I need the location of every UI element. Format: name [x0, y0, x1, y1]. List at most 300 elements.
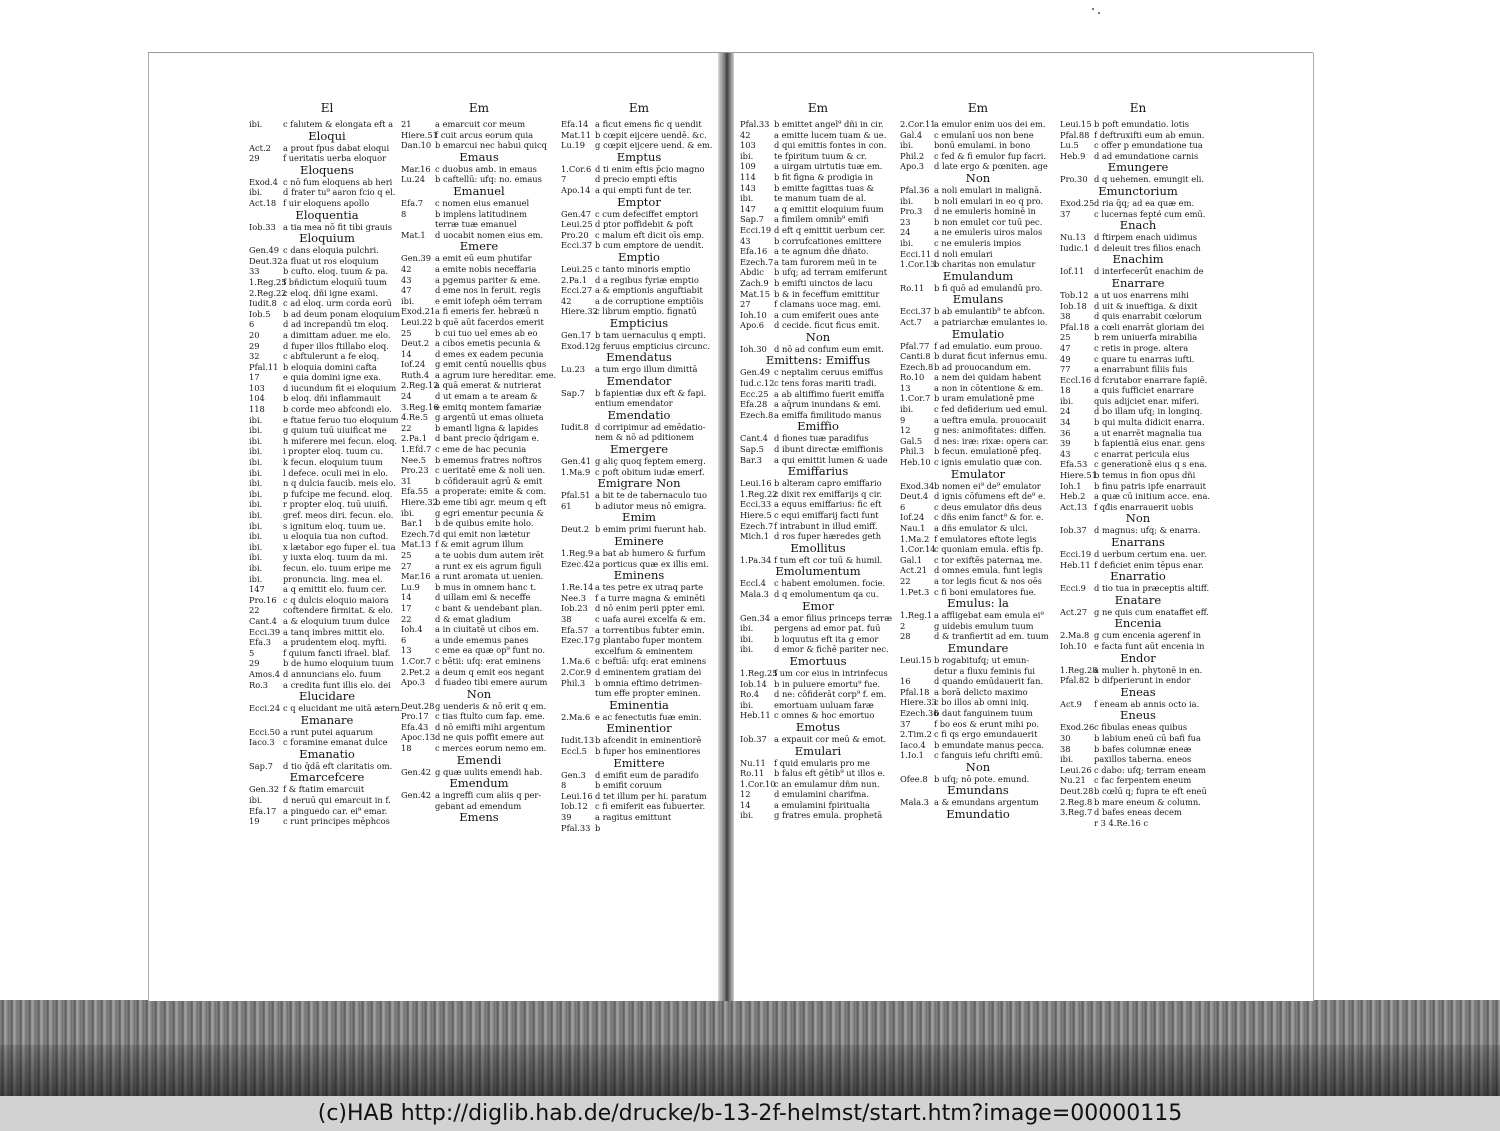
verse-reference: 42 [740, 129, 751, 140]
verse-reference: 1.Reg.25 [249, 276, 287, 287]
entry-text: a agrum iure hereditar. eme. [435, 369, 557, 380]
column-header: El [320, 101, 334, 115]
verse-reference: Mala.3 [740, 588, 769, 599]
concordance-entry [561, 812, 717, 823]
source-footer: (c)HAB http://diglib.hab.de/drucke/b-13-2f-helmst/start.htm?image=00000115 [0, 1096, 1500, 1131]
entry-text: a bit te de tabernaculo tuo [595, 490, 707, 501]
verse-reference: Nee.3 [561, 592, 586, 603]
concordance-entry [740, 758, 896, 769]
verse-reference: 38 [1060, 311, 1071, 322]
concordance-entry [900, 317, 1056, 328]
concordance-entry [900, 151, 1056, 162]
entry-heading: Emor [802, 598, 834, 613]
verse-reference: Ecc.25 [740, 388, 769, 399]
verse-reference: Nu.21 [1060, 775, 1086, 786]
verse-reference: Iudit.8 [249, 298, 277, 309]
concordance-entry [561, 614, 717, 625]
entry-text: b nomen ei⁹ de⁹ emulator [934, 480, 1041, 491]
entry-text: b & in feceffum emittitur [774, 288, 880, 299]
concordance-entry [1060, 417, 1216, 428]
concordance-entry [401, 391, 557, 402]
verse-reference: Pfal.82 [1060, 675, 1090, 686]
verse-reference: Ezech.8 [900, 361, 934, 372]
concordance-entry [401, 264, 557, 275]
verse-reference: ibi. [249, 425, 263, 436]
verse-reference: Heb.10 [900, 457, 931, 468]
entry-text: c fed & fi emulor fup facri. [934, 150, 1047, 161]
concordance-entry [249, 542, 405, 553]
concordance-entry [900, 383, 1056, 394]
entry-text: c foramine emanat dulce [283, 737, 388, 748]
entry-text: a ragitus emittunt [595, 811, 672, 822]
verse-reference: Ezech.7 [740, 256, 774, 267]
concordance-entry [401, 529, 557, 540]
entry-text: b fapientiā eius enar. gens [1094, 438, 1205, 449]
concordance-entry [249, 415, 405, 426]
entry-text: b fecun. emulationē pfeq. [934, 446, 1042, 457]
concordance-entry [401, 582, 557, 593]
concordance-entry [249, 319, 405, 330]
verse-reference: 1.Cor.7 [900, 393, 931, 404]
verse-reference: 36 [1060, 427, 1071, 438]
concordance-entry [1060, 765, 1216, 776]
verse-reference: 24 [401, 391, 412, 402]
verse-reference: Gen.49 [740, 367, 771, 378]
entry-text: e facta funt aūt encenia in [1094, 640, 1205, 651]
entry-text: b emundate manus pecca. [934, 739, 1045, 750]
entry-text: b [595, 822, 601, 833]
verse-reference: Pfal.33 [740, 119, 770, 129]
verse-reference: Act.7 [900, 316, 922, 327]
verse-reference: Iof.24 [401, 359, 426, 370]
entry-text: a qui empti funt de ter. [595, 184, 692, 195]
entry-text: nem & nō ad pditionem [595, 432, 695, 443]
verse-reference: ibi. [249, 520, 263, 531]
entry-text: d fuper illos ftillabo eloq. [283, 340, 389, 351]
concordance-entry [249, 499, 405, 510]
verse-reference: Leui.26 [1060, 764, 1092, 775]
verse-reference: Leui.16 [561, 790, 593, 801]
concordance-entry [1060, 481, 1216, 492]
entry-text: a tum ergo illum dimittā [595, 364, 698, 375]
entry-text: c an emulamur dñm nun. [774, 778, 880, 789]
verse-reference: ibi. [249, 531, 263, 542]
entry-text: c emulanī uos non bene [934, 129, 1034, 140]
entry-text: c enarrat pericula eius [1094, 448, 1190, 459]
entry-text: a q emittit eloquium fuum [774, 203, 884, 214]
entry-text: c dabo: ufq; terram eneam [1094, 764, 1207, 775]
concordance-entry [401, 465, 557, 476]
entry-text: f clamans uoce mag. emi. [774, 299, 882, 310]
verse-reference: 2.Tim.2 [900, 729, 932, 740]
entry-heading: Emulans [952, 292, 1004, 307]
verse-reference: Lu.5 [1060, 140, 1079, 151]
verse-reference: Heb.9 [1060, 150, 1086, 161]
verse-reference: Mich.1 [740, 531, 770, 542]
entry-text: g emit centū nouellis qbus [435, 359, 547, 370]
verse-reference: ibi. [740, 699, 754, 710]
verse-reference: Gen.41 [561, 456, 592, 467]
entry-text: a equus emiffarius: fic eft [774, 499, 882, 510]
verse-reference: Lu.19 [561, 140, 586, 151]
entry-text: b cōfiderauit agrū & emit [435, 475, 543, 486]
entry-heading: Emotus [795, 719, 841, 734]
entry-text: d nō ad confum eum emit. [774, 343, 884, 354]
entry-text: b rem uniuerfa mirabilia [1094, 332, 1198, 343]
concordance-entry [740, 679, 896, 690]
concordance-entry [900, 206, 1056, 217]
concordance-entry [249, 119, 405, 130]
entry-text: c bētii: ufq: erat eminens [435, 655, 541, 666]
concordance-entry [1060, 290, 1216, 301]
entry-heading: Emulandum [942, 268, 1014, 283]
verse-reference: Leui.15 [1060, 119, 1092, 129]
verse-reference: ibi. [900, 237, 914, 248]
verse-reference: 43 [740, 235, 751, 246]
verse-reference: Bar.3 [740, 454, 763, 465]
concordance-entry [1060, 311, 1216, 322]
concordance-entry [401, 722, 557, 733]
concordance-entry [249, 288, 405, 299]
verse-reference: 1.Cor.6 [561, 163, 592, 174]
entry-text: c q dulcis eloquio maiora [283, 594, 389, 605]
concordance-entry [740, 130, 896, 141]
concordance-entry [401, 296, 557, 307]
entry-text: b poft emundatio. lotis [1094, 119, 1190, 129]
verse-reference: 2.Reg.8 [1060, 796, 1093, 807]
entry-heading: Eloquium [299, 231, 355, 246]
entry-text: c fi emiferit eas fubuerter. [595, 801, 706, 812]
concordance-entry [561, 456, 717, 467]
verse-reference: Tob.12 [1060, 289, 1089, 300]
column-header: Em [807, 101, 829, 115]
concordance-entry [900, 655, 1056, 666]
verse-reference: Efa.3 [249, 637, 271, 648]
concordance-entry [1060, 322, 1216, 333]
entry-text: f ad emulatio. eum prouo. [934, 340, 1043, 351]
verse-reference: ibi. [249, 435, 263, 446]
entry-text: c duobus amb. in emaus [435, 163, 537, 174]
entry-text: c dñs enim fanct⁹ & for. e. [934, 512, 1044, 523]
entry-text: coftendere firmitat. & elo. [283, 605, 394, 616]
verse-reference: Ecci.19 [1060, 549, 1092, 559]
entry-text: d eft q emittit uerbum cer. [774, 224, 886, 235]
entry-text: d ros fuper hæredes geth [774, 531, 882, 542]
verse-reference: ibi. [249, 573, 263, 584]
entry-heading: Enachim [1112, 252, 1164, 267]
entry-text: b difperierunt in endor [1094, 675, 1191, 686]
entry-text: b non emulet cor tuū pec. [934, 216, 1043, 227]
entry-text: d bant precio q̄drigam e. [435, 433, 540, 444]
verse-reference: 2.Cor.9 [561, 666, 592, 677]
verse-reference: ibi. [740, 810, 754, 821]
concordance-entry [740, 623, 896, 634]
verse-reference: Leui.25 [561, 263, 593, 274]
verse-reference: 37 [1060, 208, 1071, 219]
verse-reference: 1.Reg.25 [740, 667, 778, 678]
concordance-entry [740, 267, 896, 278]
verse-reference: Pfal.33 [561, 822, 591, 833]
entry-heading: Endor [1120, 650, 1156, 665]
entry-text: d tio q̄dā eft claritatis om. [283, 760, 393, 771]
verse-reference: Leui.25 [561, 219, 593, 230]
entry-text: a & emundans argentum [934, 797, 1039, 808]
verse-reference: Deut.28 [1060, 785, 1094, 796]
concordance-entry [249, 574, 405, 585]
verse-reference: 6 [900, 501, 906, 512]
verse-reference: 27 [401, 560, 412, 571]
entry-text: d noli emulari [934, 248, 993, 259]
entry-text: d ibunt directæ emiffionis [774, 444, 884, 455]
concordance-entry [740, 389, 896, 400]
entry-text: f um cor eius in intrinfecus [774, 667, 888, 678]
entry-text: g plantabo fuper montem [595, 635, 702, 646]
concordance-entry [249, 616, 405, 627]
concordance-entry [561, 174, 717, 185]
entry-heading: Emptio [618, 249, 660, 264]
entry-text: a in ciuitatē ut cibos em. [435, 624, 539, 635]
entry-text: c equi emiffarij facti funt [774, 510, 879, 520]
concordance-entry [740, 172, 896, 183]
verse-reference: Apoc.13 [401, 732, 436, 743]
entry-text: f tum eft cor tuū & humil. [774, 554, 883, 565]
verse-reference: 42 [401, 263, 412, 274]
concordance-entry [1060, 665, 1216, 676]
verse-reference: Pro.30 [1060, 174, 1088, 185]
concordance-entry [401, 732, 557, 743]
entry-text: c uafa aurei excelfa & em. [595, 614, 706, 624]
concordance-entry [249, 637, 405, 648]
entry-text: b emantl ligna & lapides [435, 422, 539, 433]
concordance-entry [401, 219, 557, 230]
entry-text: c q elucidant me uitā ætern. [283, 703, 403, 714]
entry-text: a cum emiferit oues ante [774, 309, 879, 320]
verse-reference: Iaco.4 [900, 739, 926, 750]
entry-text: g ne quis cum enataffet eff. [1094, 606, 1209, 617]
verse-reference: Phil.3 [561, 677, 586, 688]
concordance-entry [401, 603, 557, 614]
concordance-entry [900, 362, 1056, 373]
entry-heading: Emollitus [790, 540, 846, 555]
entry-text: tum effe propter eminen. [595, 688, 701, 699]
right-page [734, 53, 1314, 1001]
entry-heading: Enarratio [1110, 569, 1166, 584]
entry-text: b omnia eftimo detrimen- [595, 677, 702, 688]
verse-reference: 3.Reg.16 [401, 401, 439, 412]
entry-text: c lucernas fepté cum emū. [1094, 208, 1206, 219]
verse-reference: Iaco.3 [249, 737, 275, 748]
verse-reference: Nu.13 [1060, 232, 1086, 243]
entry-text: b caftellū: ufq: no. emaus [435, 174, 542, 185]
verse-reference: 9 [900, 414, 906, 425]
entry-text: e ac fenectutis fuæ emin. [595, 711, 702, 722]
entry-text: b fit figna & prodigia in [774, 171, 874, 182]
concordance-entry [1060, 406, 1216, 417]
entry-text: c ignis emulatio quæ con. [934, 457, 1043, 468]
verse-reference: ibi. [1060, 754, 1074, 765]
verse-reference: Heb.11 [740, 710, 771, 721]
verse-reference: 1.Cor.14 [900, 544, 936, 555]
concordance-entry [561, 593, 717, 604]
concordance-entry [401, 561, 557, 572]
concordance-entry [900, 676, 1056, 687]
entry-text: b labium eneū cū bafi fua [1094, 732, 1201, 743]
verse-reference: 2.Pet.2 [401, 666, 431, 677]
entry-text: a ne emuleris uiros malos [934, 227, 1043, 238]
verse-reference: ibi. [249, 488, 263, 499]
entry-text: a prout fpus dabat eloqui [283, 142, 390, 153]
verse-reference: ibi. [249, 562, 263, 573]
entry-text: c poft obitum iudæ emerf. [595, 466, 705, 477]
column [740, 101, 896, 821]
entry-heading: Emptus [616, 149, 662, 164]
verse-reference: Act.2 [249, 142, 271, 153]
concordance-entry [561, 746, 717, 757]
verse-reference: Ecci.50 [249, 726, 281, 737]
entry-text: g feruus empticius circunc. [595, 340, 710, 351]
verse-reference: Apo.3 [900, 161, 925, 172]
entry-text: b de quibus emite holo. [435, 518, 534, 529]
concordance-entry [1060, 630, 1216, 641]
concordance-entry [401, 130, 557, 141]
concordance-entry [401, 275, 557, 286]
verse-reference: 14 [740, 799, 751, 810]
entry-text: a te agnum dñe dñato. [774, 246, 869, 257]
entry-heading: Emendum [449, 776, 509, 791]
verse-reference: 25 [401, 549, 412, 560]
concordance-entry [900, 446, 1056, 457]
entry-text: b qui multa didicit enarra. [1094, 417, 1205, 428]
entry-text: g quæ uulits emendi hab. [435, 766, 543, 777]
entry-text: a prudentem eloq. myfti. [283, 637, 387, 648]
concordance-entry [900, 697, 1056, 708]
entry-text: f uir eloquens apollo [283, 197, 370, 208]
verse-reference: Mat.13 [401, 539, 431, 550]
verse-reference: Phil.2 [900, 150, 925, 161]
concordance-entry [401, 328, 557, 339]
entry-heading: Empticius [609, 315, 669, 330]
entry-text: a ficut emens fic q uendit [595, 119, 702, 129]
verse-reference: 2 [900, 620, 906, 631]
verse-reference: 2.Reg.22 [249, 287, 287, 298]
entry-text: a credita funt illis elo. dei [283, 679, 391, 690]
entry-text: detur a fluxu feminis fui [934, 665, 1036, 676]
verse-reference: 19 [249, 816, 260, 827]
concordance-entry [740, 668, 896, 679]
entry-text: b ufq; ad terram emiferunt [774, 267, 888, 278]
entry-heading: Non [466, 686, 492, 701]
concordance-entry [900, 666, 1056, 677]
concordance-entry [401, 550, 557, 561]
concordance-entry [249, 351, 405, 362]
verse-reference: 39 [561, 811, 572, 822]
concordance-entry [401, 198, 557, 209]
verse-reference: Exod.4 [249, 176, 278, 187]
entry-text: b ad prouocandum em. [934, 361, 1031, 372]
verse-reference: Deut.2 [401, 338, 430, 349]
entry-text: e ftatue feruo tuo eloquium [283, 414, 399, 425]
entry-text: a dñs emulator & ulci. [934, 523, 1028, 533]
verse-reference: Cant.4 [740, 433, 768, 444]
verse-reference: Efa.17 [249, 805, 277, 816]
entry-text: a emitte lucem tuam & ue. [774, 129, 887, 140]
concordance-entry [249, 309, 405, 320]
concordance-entry [249, 266, 405, 277]
entry-text: c fanguis iefu chrifti emū. [934, 750, 1043, 761]
concordance-entry [561, 548, 717, 559]
concordance-entry [900, 729, 1056, 740]
verse-reference: 1.Efd.7 [401, 444, 432, 455]
entry-text: c deus emulator dñs deus [934, 501, 1042, 512]
entry-text: f quid emularis pro me [774, 757, 870, 768]
entry-text: d fiones tuæ paradifus [774, 433, 869, 444]
verse-reference: Iob.18 [1060, 300, 1087, 311]
verse-reference: Ofee.8 [900, 773, 928, 784]
column-header: Em [468, 101, 490, 115]
verse-reference: 1.Ma.6 [561, 656, 591, 667]
concordance-entry [740, 193, 896, 204]
entry-heading: Emanare [300, 712, 354, 727]
concordance-entry [740, 289, 896, 300]
entry-text: u eloquia tua non cuftod. [283, 531, 389, 542]
entry-text: y iuxta eloq. tuum da mi. [283, 552, 388, 563]
concordance-entry [900, 227, 1056, 238]
entry-text: c neptalim ceruus emiffus [774, 367, 883, 378]
entry-text: pronuncia. ling. mea el. [283, 573, 383, 584]
entry-heading: Eloqui [308, 128, 346, 143]
concordance-entry [249, 436, 405, 447]
concordance-entry [740, 140, 896, 151]
column [1060, 101, 1216, 828]
verse-reference: Lu.23 [561, 364, 586, 375]
entry-heading: Eloquens [300, 162, 354, 177]
entry-text: f emulatores eftote legis [934, 533, 1037, 544]
entry-heading: Emundatio [946, 807, 1010, 822]
verse-reference: Efa.57 [561, 624, 589, 635]
verse-reference: 18 [1060, 385, 1071, 396]
verse-reference: 14 [401, 592, 412, 603]
entry-text: d eminentem gratiam dei [595, 666, 702, 677]
verse-reference: Efa.7 [401, 197, 423, 208]
verse-reference: Mat.11 [561, 129, 591, 140]
verse-reference: ibi. [740, 633, 754, 644]
concordance-entry [1060, 198, 1216, 209]
entry-text: d emifit eum de paradifo [595, 769, 699, 780]
concordance-entry [401, 624, 557, 635]
concordance-entry [249, 468, 405, 479]
verse-reference: 1.Reg.9 [561, 548, 594, 559]
column [900, 101, 1056, 821]
verse-reference: ibi. [249, 552, 263, 563]
concordance-entry [401, 486, 557, 497]
verse-reference: Iob.33 [249, 221, 276, 232]
verse-reference: Ro.3 [249, 679, 269, 690]
verse-reference: Ecci.9 [1060, 583, 1086, 594]
verse-reference: 21 [401, 119, 412, 129]
verse-reference: ibi. [249, 414, 263, 425]
verse-reference: Gen.32 [249, 784, 280, 795]
verse-reference: Iof.11 [1060, 266, 1085, 277]
entry-text: b afcendit in eminentiorē [595, 735, 702, 746]
concordance-entry [401, 667, 557, 678]
entry-text: b cufto. eloq. tuum & pa. [283, 266, 389, 277]
entry-text: a tor legis ficut & nos oēs [934, 575, 1042, 586]
entry-text: pergens ad emor pat. fuū [774, 623, 881, 634]
concordance-entry [900, 576, 1056, 587]
entry-text: a patriarchæ emulantes io. [934, 316, 1048, 327]
entry-text: c nō fum eloquens ab heri [283, 176, 393, 187]
entry-text: a emulor enim uos dei em. [934, 119, 1046, 129]
